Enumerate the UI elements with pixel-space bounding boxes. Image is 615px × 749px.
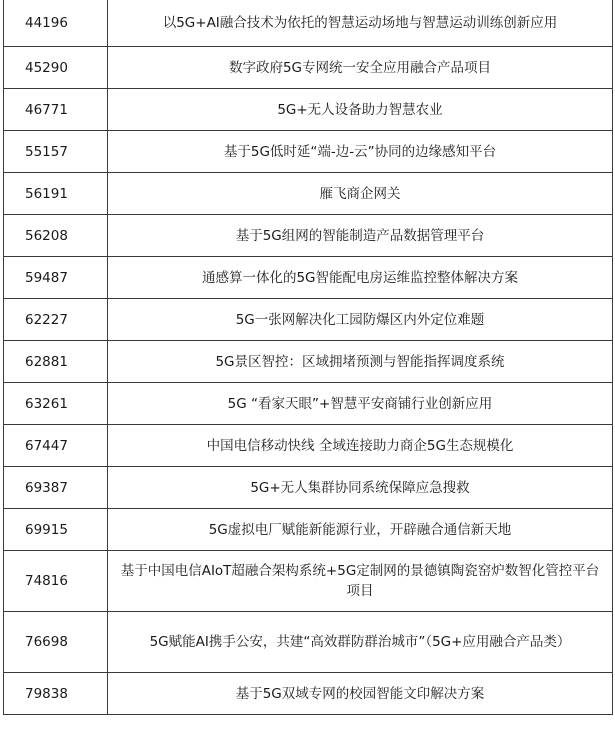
project-name: 5G赋能AI携手公安，共建“高效群防群治城市”（5G+应用融合产品类）: [108, 612, 613, 673]
project-name: 5G+无人设备助力智慧农业: [108, 89, 613, 131]
project-id: 46771: [4, 89, 108, 131]
table-row: [4, 89, 613, 131]
project-name: 雁飞商企网关: [108, 173, 613, 215]
table-row: [4, 551, 613, 612]
table-row: [4, 673, 613, 715]
table-row: [4, 257, 613, 299]
project-id: 56191: [4, 173, 108, 215]
table-row: [4, 299, 613, 341]
table-row: [4, 173, 613, 215]
project-name: 基于5G双域专网的校园智能文印解决方案: [108, 673, 613, 715]
project-table: [3, 0, 613, 715]
table-row: [4, 131, 613, 173]
table-row: [4, 467, 613, 509]
project-id: 59487: [4, 257, 108, 299]
project-id: 62227: [4, 299, 108, 341]
project-name: 以5G+AI融合技术为依托的智慧运动场地与智慧运动训练创新应用: [108, 0, 613, 47]
table-row: [4, 612, 613, 673]
project-id: 62881: [4, 341, 108, 383]
project-id: 44196: [4, 0, 108, 47]
project-name: 5G景区智控：区域拥堵预测与智能指挥调度系统: [108, 341, 613, 383]
project-name: 基于中国电信AIoT超融合架构系统+5G定制网的景德镇陶瓷窑炉数智化管控平台项目: [108, 551, 613, 612]
project-name: 基于5G组网的智能制造产品数据管理平台: [108, 215, 613, 257]
project-id: 69915: [4, 509, 108, 551]
table-row: [4, 0, 613, 47]
table-row: [4, 47, 613, 89]
project-id: 67447: [4, 425, 108, 467]
project-name: 基于5G低时延“端-边-云”协同的边缘感知平台: [108, 131, 613, 173]
project-id: 79838: [4, 673, 108, 715]
project-name: 5G一张网解决化工园防爆区内外定位难题: [108, 299, 613, 341]
project-name: 数字政府5G专网统一安全应用融合产品项目: [108, 47, 613, 89]
table-row: [4, 215, 613, 257]
table-row: [4, 341, 613, 383]
project-id: 56208: [4, 215, 108, 257]
table-row: [4, 425, 613, 467]
table-row: [4, 383, 613, 425]
project-id: 74816: [4, 551, 108, 612]
project-id: 63261: [4, 383, 108, 425]
project-name: 5G虚拟电厂赋能新能源行业，开辟融合通信新天地: [108, 509, 613, 551]
project-name: 中国电信移动快线 全域连接助力商企5G生态规模化: [108, 425, 613, 467]
project-name: 5G+无人集群协同系统保障应急搜救: [108, 467, 613, 509]
project-name: 5G “看家天眼”+智慧平安商铺行业创新应用: [108, 383, 613, 425]
project-id: 69387: [4, 467, 108, 509]
table-row: [4, 509, 613, 551]
project-id: 76698: [4, 612, 108, 673]
project-id: 55157: [4, 131, 108, 173]
project-name: 通感算一体化的5G智能配电房运维监控整体解决方案: [108, 257, 613, 299]
project-id: 45290: [4, 47, 108, 89]
